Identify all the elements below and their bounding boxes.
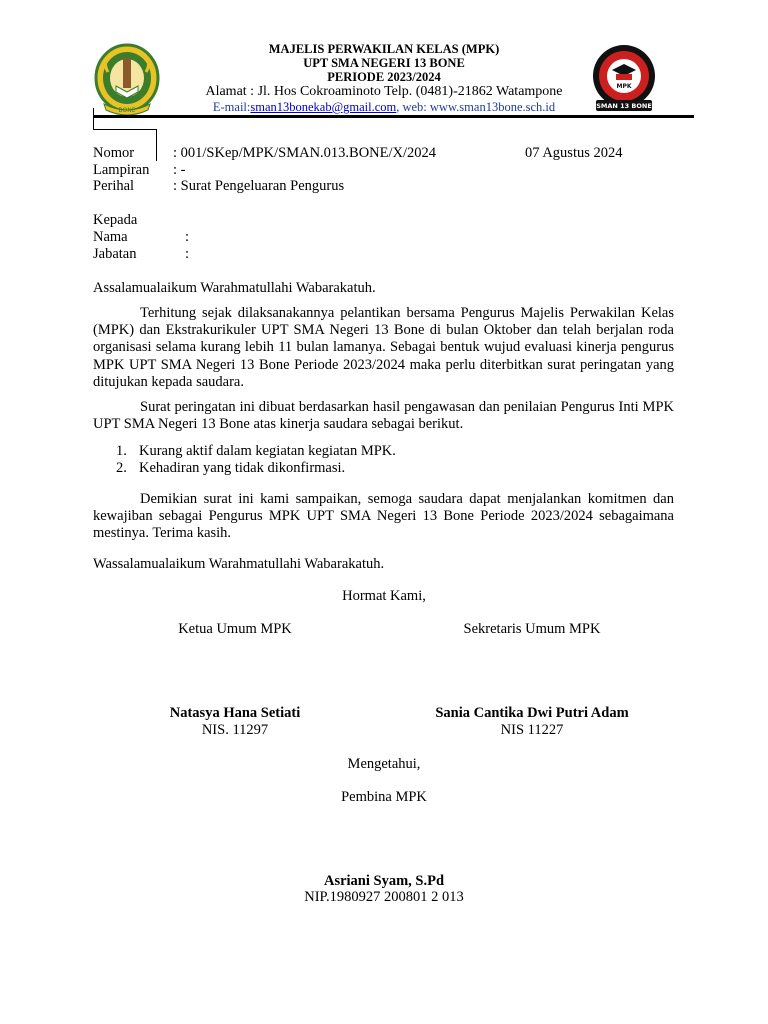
advisor-role: Pembina MPK <box>341 789 427 805</box>
perihal-value: : Surat Pengeluaran Pengurus <box>173 178 345 194</box>
email-link[interactable]: sman13bonekab@gmail.com <box>250 100 397 114</box>
svg-text:BONE: BONE <box>118 107 136 114</box>
left-role: Ketua Umum MPK <box>178 621 292 637</box>
kepada-label: Kepada <box>93 212 138 228</box>
advisor-id: NIP.1980927 200801 2 013 <box>304 889 464 905</box>
closing: Wassalamualaikum Warahmatullahi Wabarakatuh. <box>93 556 385 572</box>
paragraph-3 <box>93 491 674 543</box>
list-item: Kurang aktif dalam kegiatan kegiatan MPK. <box>139 443 396 459</box>
nama-label: Nama <box>93 229 128 245</box>
web-label: , web: www.sman13bone.sch.id <box>396 100 556 114</box>
school-name: UPT SMA NEGERI 13 BONE <box>303 56 465 70</box>
nama-value: : <box>185 229 190 245</box>
acknowledged: Mengetahui, <box>347 756 421 772</box>
jabatan-value: : <box>185 246 190 262</box>
frame-line <box>93 129 157 130</box>
svg-text:MPK: MPK <box>616 83 632 90</box>
regards: Hormat Kami, <box>342 588 426 604</box>
paragraph-2 <box>93 399 674 433</box>
right-signatory-name: Sania Cantika Dwi Putri Adam <box>435 705 629 721</box>
org-name: MAJELIS PERWAKILAN KELAS (MPK) <box>268 42 500 56</box>
paragraph-2-text: Surat peringatan ini dibuat berdasarkan hasil pengawasan dan penilaian Pengurus Inti MPK UPT SMA Negeri 13 Bone atas kinerja saudara sebagai berikut. <box>93 399 674 433</box>
left-signatory-name: Natasya Hana Setiati <box>169 705 301 721</box>
svg-text:SMAN 13 BONE: SMAN 13 BONE <box>596 102 652 110</box>
greeting: Assalamualaikum Warahmatullahi Wabarakatuh. <box>93 280 376 296</box>
letter-date: 07 Agustus 2024 <box>525 145 623 161</box>
left-signatory-id: NIS. 11297 <box>201 722 269 738</box>
perihal-label: Perihal <box>93 178 135 194</box>
right-signatory-id: NIS 11227 <box>500 722 564 738</box>
lampiran-label: Lampiran <box>93 162 150 178</box>
frame-line <box>156 129 157 161</box>
header-rule <box>93 115 694 118</box>
email-label: E-mail: <box>212 100 251 114</box>
nomor-label: Nomor <box>93 145 135 161</box>
jabatan-label: Jabatan <box>93 246 137 262</box>
list-item: Kehadiran yang tidak dikonfirmasi. <box>139 460 346 476</box>
frame-line <box>93 108 94 130</box>
paragraph-1 <box>93 305 674 391</box>
period: PERIODE 2023/2024 <box>327 70 441 84</box>
list-item-num: 1. <box>116 443 127 459</box>
address: Alamat : Jl. Hos Cokroaminoto Telp. (0481)-21862 Watampone <box>205 84 563 99</box>
paragraph-1-text: Terhitung sejak dilaksanakannya pelantikan bersama Pengurus Majelis Perwakilan Kelas (MPK) dan Ekstrakurikuler UPT SMA Negeri 13 Bone di bulan Oktober dan telah berjalan roda organisasi selama kurang lebih 11 bulan lamanya. Sebagai bentuk wujud evaluasi kinerja pengurus MPK UPT SMA Negeri 13 Bone Periode 2023/2024 maka perlu diterbitkan surat peringatan yang ditujukan kepada saudara. <box>93 305 674 390</box>
list-item-num: 2. <box>116 460 127 476</box>
paragraph-3-text: Demikian surat ini kami sampaikan, semoga saudara dapat menjalankan komitmen dan kewajiban sebagai Pengurus MPK UPT SMA Negeri 13 Bone Periode 2023/2024 sebagaimana mestinya. Terima kasih. <box>93 491 674 542</box>
advisor-name: Asriani Syam, S.Pd <box>323 873 445 889</box>
nomor-value: : 001/SKep/MPK/SMAN.013.BONE/X/2024 <box>173 145 437 161</box>
contact-line <box>0 100 768 114</box>
right-role: Sekretaris Umum MPK <box>463 621 601 637</box>
lampiran-value: : - <box>173 162 186 178</box>
